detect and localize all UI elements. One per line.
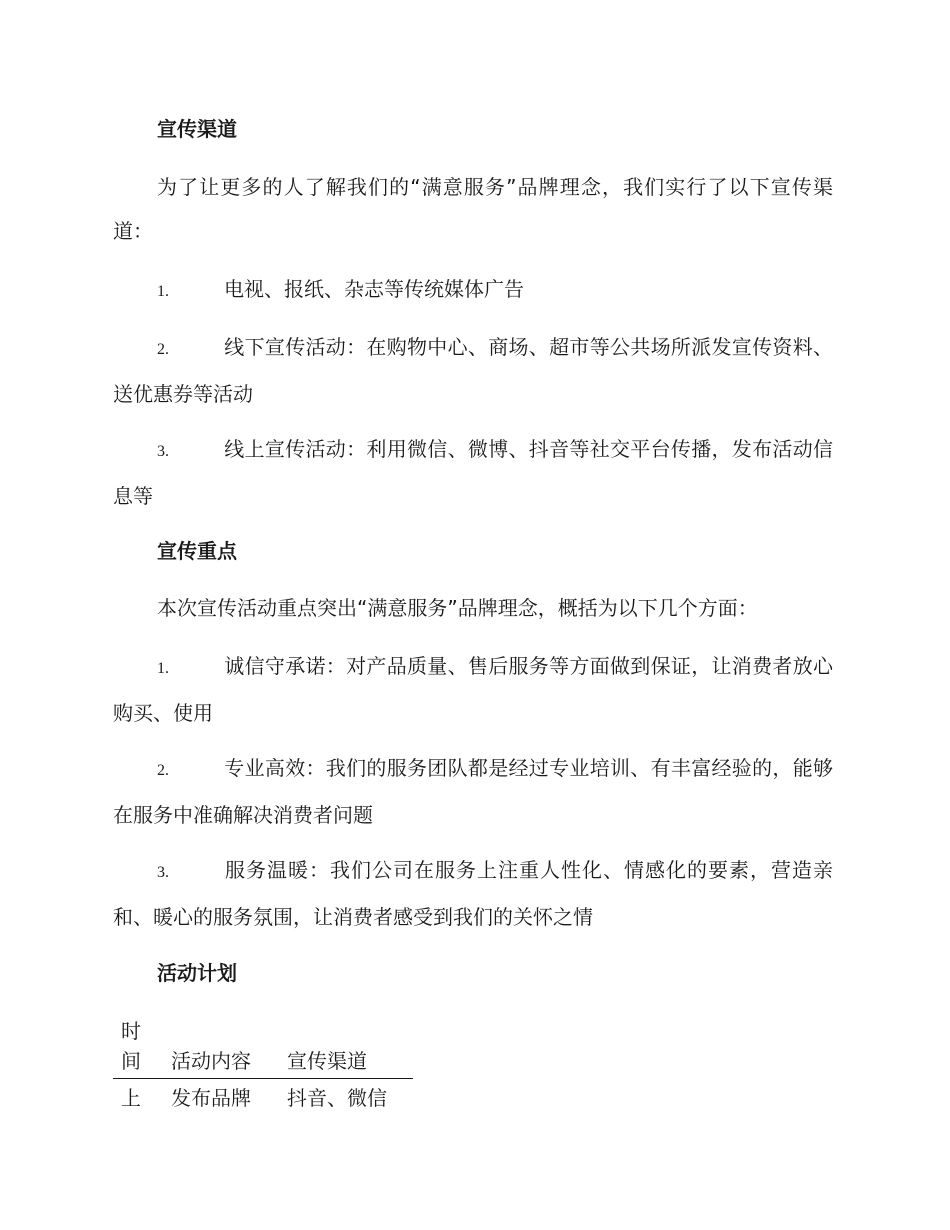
table-cell-channel: 抖音、微信 (287, 1086, 387, 1110)
column-header-channel: 宣传渠道 (287, 1016, 413, 1079)
channels-intro-paragraph: 为了让更多的人了解我们的“满意服务”品牌理念，我们实行了以下宣传渠道： (113, 175, 833, 243)
list-item-text: 线下宣传活动：在购物中心、商场、超市等公共场所派发宣传资料、送优惠券等活动 (113, 335, 833, 406)
activity-plan-table (113, 1016, 413, 1117)
list-item-text: 服务温暖：我们公司在服务上注重人性化、情感化的要素，营造亲和、暖心的服务氛围，让消费者感受到我们的关怀之情 (113, 858, 833, 929)
list-number: 2. (157, 341, 169, 358)
list-item-text: 线上宣传活动：利用微信、微博、抖音等社交平台传播，发布活动信息等 (113, 437, 833, 508)
column-header-content: 活动内容 (171, 1016, 287, 1079)
list-number: 3. (157, 864, 169, 881)
section-heading-focus: 宣传重点 (157, 539, 237, 563)
channels-list-item-2 (113, 325, 833, 416)
list-item-text: 电视、报纸、杂志等传统媒体广告 (224, 277, 524, 301)
channels-list-item-1 (113, 267, 833, 314)
list-item-text: 诚信守承诺：对产品质量、售后服务等方面做到保证，让消费者放心购买、使用 (113, 654, 833, 725)
channels-list-item-3 (113, 427, 833, 518)
focus-intro-paragraph: 本次宣传活动重点突出“满意服务”品牌理念，概括为以下几个方面： (157, 596, 758, 620)
list-number: 2. (157, 762, 169, 779)
list-item-text: 专业高效：我们的服务团队都是经过专业培训、有丰富经验的，能够在服务中准确解决消费者问题 (113, 756, 833, 827)
table-cell-time: 上 (121, 1086, 141, 1110)
table-row (113, 1079, 413, 1118)
section-heading-plan: 活动计划 (157, 961, 237, 985)
list-number: 1. (157, 660, 169, 677)
focus-list-item-3 (113, 848, 833, 939)
table-cell-content: 发布品牌 (171, 1086, 251, 1110)
section-heading-channels: 宣传渠道 (157, 117, 237, 141)
table-header-row (113, 1016, 413, 1079)
list-number: 3. (157, 443, 169, 460)
focus-list-item-1 (113, 644, 833, 735)
focus-list-item-2 (113, 746, 833, 837)
column-header-time (113, 1016, 171, 1079)
list-number: 1. (157, 283, 169, 300)
header-text: 时间 (121, 1019, 141, 1073)
